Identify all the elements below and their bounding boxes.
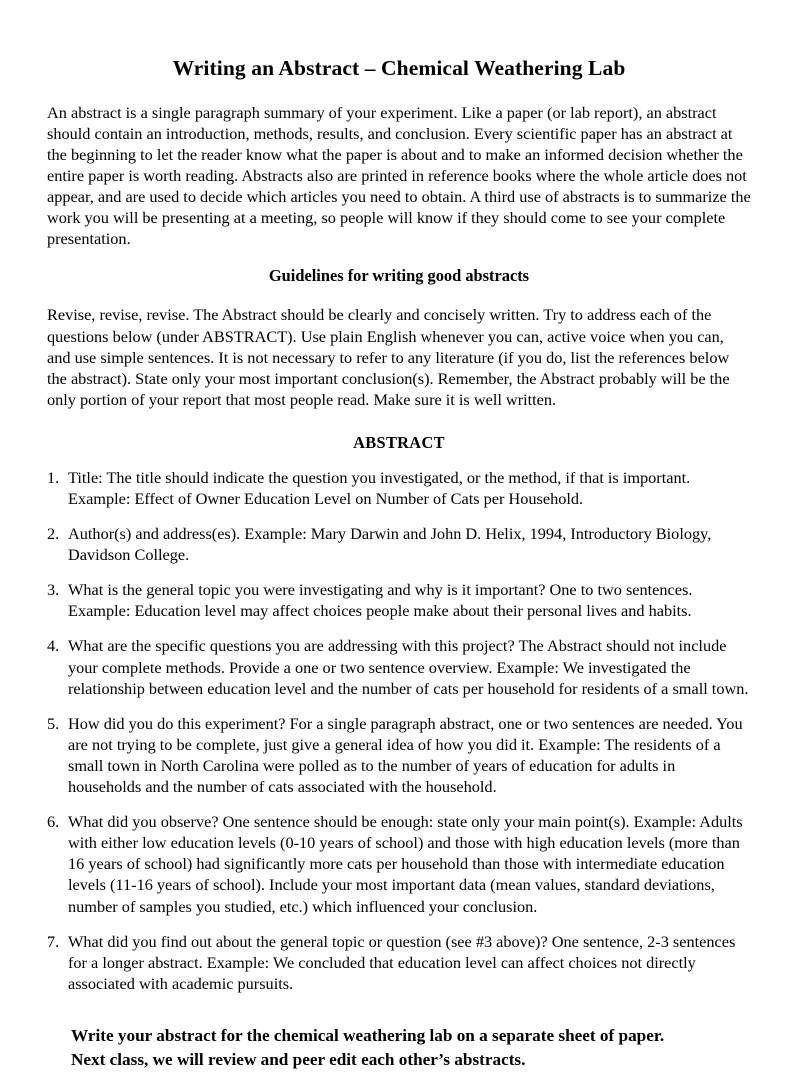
list-item-text: What did you find out about the general topic or question (see #3 above)? One sentence, 2-3 sentences for a longer abstract. Example: We concluded that education level can affect choices not directly associated with academic pursuits. bbox=[68, 931, 736, 993]
page-title: Writing an Abstract – Chemical Weathering Lab bbox=[172, 56, 626, 80]
list-item-text: What are the specific questions you are addressing with this project? The Abstract should not include your complete methods. Provide a one or two sentence overview. Example: We investigated the relationship between education level and the number of cats per household for residents of a small town. bbox=[68, 636, 749, 698]
list-item-text: How did you do this experiment? For a single paragraph abstract, one or two sentences are needed. You are not trying to be complete, just give a general idea of how you did it. Example: The residents of a small town in North Carolina were polled as to the number of years of education for adults in households and the number of cats associated with the household. bbox=[68, 713, 743, 797]
list-item bbox=[47, 811, 751, 916]
list-item bbox=[47, 523, 751, 565]
document-content bbox=[47, 0, 751, 1072]
list-item-number: 5. bbox=[47, 713, 60, 733]
list-item-number: 6. bbox=[47, 812, 60, 832]
list-item-text: What is the general topic you were investigating and why is it important? One to two sentences. Example: Education level may affect choices people make about their personal lives and habits. bbox=[68, 580, 693, 621]
list-item-number: 2. bbox=[47, 524, 60, 544]
list-item-text: What did you observe? One sentence should be enough: state only your main point(s). Example: Adults with either low education levels (0-10 years of school) and those with high education levels (more than 16 years of school) had significantly more cats per household than those with intermediate education levels (11-16 years of school). Include your most important data (mean values, standard deviations, number of samples you studied, etc.) which influenced your conclusion. bbox=[68, 812, 743, 916]
guidelines-heading: Guidelines for writing good abstracts bbox=[268, 266, 530, 286]
list-item-number: 1. bbox=[47, 467, 60, 487]
closing-line-2: Next class, we will review and peer edit each other’s abstracts. bbox=[71, 1049, 526, 1069]
guidelines-paragraph: Revise, revise, revise. The Abstract should be clearly and concisely written. Try to address each of the questions below (under ABSTRACT). Use plain English whenever you can, active voice when you can, and use simple sentences. It is not necessary to refer to any literature (if you do, list the references below the abstract). State only your most important conclusion(s). Remember, the Abstract probably will be the only portion of your report that most people read. Make sure it is well written. bbox=[47, 305, 730, 409]
intro-paragraph: An abstract is a single paragraph summary of your experiment. Like a paper (or lab report), an abstract should contain an introduction, methods, results, and conclusion. Every scientific paper has an abstract at the beginning to let the reader know what the paper is about and to make an informed decision whether the entire paper is worth reading. Abstracts also are printed in reference books where the whole article does not appear, and are used to decide which articles you need to obtain. A third use of abstracts is to summarize the work you will be presenting at a meeting, so people will know if they should come to see your complete presentation. bbox=[47, 102, 751, 249]
closing-line-1: Write your abstract for the chemical weathering lab on a separate sheet of paper. bbox=[71, 1025, 665, 1045]
list-item-text: Title: The title should indicate the question you investigated, or the method, if that is important. Example: Effect of Owner Education Level on Number of Cats per Household. bbox=[68, 467, 691, 509]
abstract-question-list bbox=[47, 453, 751, 994]
list-item bbox=[47, 635, 751, 698]
list-item-text: Author(s) and address(es). Example: Mary Darwin and John D. Helix, 1994, Introductory Biology, Davidson College. bbox=[68, 524, 712, 565]
list-item bbox=[47, 579, 751, 621]
list-item-number: 4. bbox=[47, 636, 60, 656]
closing-instructions bbox=[47, 994, 751, 1072]
abstract-heading: ABSTRACT bbox=[353, 432, 445, 452]
list-item-number: 3. bbox=[47, 580, 60, 600]
list-item bbox=[47, 467, 751, 509]
list-item-number: 7. bbox=[47, 931, 60, 951]
list-item bbox=[47, 713, 751, 797]
list-item bbox=[47, 931, 751, 994]
